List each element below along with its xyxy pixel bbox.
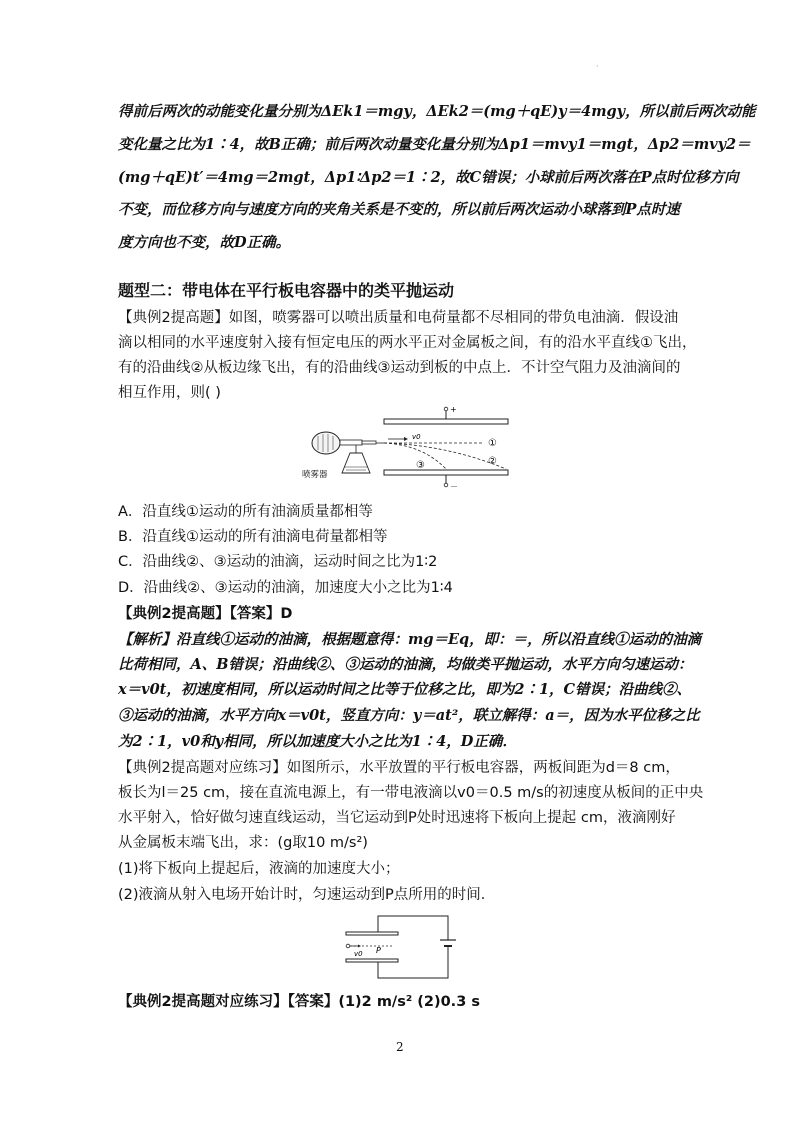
option-c: C．沿曲线②、③运动的油滴，运动时间之比为1∶2 [118,554,438,570]
path-3-label: ③ [416,460,425,471]
minus-label: － [450,482,458,491]
path-3 [384,443,446,469]
lower-plate [346,959,398,962]
option-d: D．沿曲线②、③运动的油滴，加速度大小之比为1∶4 [118,580,453,596]
analysis-line: x＝v0t，初速度相同，所以运动时间之比等于位移之比，即为2∶1，C错误；沿曲线②、 [118,681,692,698]
question-line: 有的沿曲线②从板边缘飞出，有的沿曲线③运动到板的中点上．不计空气阻力及油滴间的 [118,360,681,376]
sprayer-bulb-icon [312,432,340,454]
analysis-line: 为2∶1，v0和y相同，所以加速度大小之比为1∶4，D正确． [118,733,517,750]
question-line: 滴以相同的水平速度射入接有恒定电压的两水平正对金属板之间，有的沿水平直线①飞出， [118,335,697,351]
scan-mark: · [596,62,599,71]
capacitor-circuit-figure [336,910,466,988]
p-label: P [376,946,381,955]
terminal-icon [444,407,448,411]
practice-line: (1)将下板向上提起后，液滴的加速度大小； [118,861,400,877]
option-a: A．沿直线①运动的所有油滴质量都相等 [118,504,373,520]
solution-line: 不变，而位移方向与速度方向的夹角关系是不变的，所以前后两次运动小球落到P点时速 [118,201,680,218]
bottom-plate [384,470,508,475]
option-b: B．沿直线①运动的所有油滴电荷量都相等 [118,529,388,545]
solution-line: 得前后两次的动能变化量分别为ΔEk1＝mgy，ΔEk2＝(mg＋qE)y＝4mgy，所以前后两次动能 [118,103,756,120]
v0-label: v0 [354,950,363,958]
practice-line: 【典例2提高题对应练习】如图所示，水平放置的平行板电容器，两板间距为d＝8 cm， [118,760,680,776]
practice-line: 从金属板末端飞出，求：(g取10 m/s²) [118,835,368,851]
plus-label: + [450,405,457,414]
page-number: 2 [396,1040,404,1054]
path-1-label: ① [488,438,497,449]
top-plate [384,419,508,424]
analysis-line: 【解析】沿直线①运动的油滴，根据题意得：mg＝Eq，即：＝，所以沿直线①运动的油滴 [118,631,702,648]
upper-plate [346,932,398,935]
sprayer-label: 喷雾器 [302,470,328,480]
question-line: 相互作用，则( ) [118,385,221,401]
path-2-label: ② [488,456,497,467]
example-answer: 【典例2提高题】【答案】D [118,606,293,622]
terminal-icon [444,483,448,487]
practice-answer: 【典例2提高题对应练习】【答案】(1)2 m/s² (2)0.3 s [118,994,480,1010]
practice-line: (2)液滴从射入电场开始计时，匀速运动到P点所用的时间． [118,887,496,903]
solution-line: (mg＋qE)t′＝4mg＝2mgt，Δp1∶Δp2＝1∶2，故C错误；小球前后两次落在P点时位移方向 [118,169,739,186]
practice-line: 水平射入，恰好做匀速直线运动，当它运动到P处时迅速将下板向上提起 cm，液滴刚好 [118,810,676,826]
v0-label: v0 [412,433,421,441]
practice-line: 板长为l＝25 cm，接在直流电源上，有一带电液滴以v0＝0.5 m/s的初速度从板间的正中央 [118,785,704,801]
solution-line: 度方向也不变，故D正确。 [118,234,291,251]
question-line: 【典例2提高题】如图，喷雾器可以喷出质量和电荷量都不尽相同的带负电油滴．假设油 [118,310,679,326]
sprayer-capacitor-figure [298,403,518,495]
solution-line: 变化量之比为1∶4，故B正确；前后两次动量变化量分别为Δp1＝mvy1＝mgt，Δp2＝mvy2＝ [118,136,751,153]
droplet-icon [346,944,350,948]
analysis-line: 比荷相同，A、B错误；沿曲线②、③运动的油滴，均做类平抛运动，水平方向匀速运动： [118,656,693,673]
analysis-line: ③运动的油滴，水平方向x＝v0t，竖直方向：y＝at²，联立解得：a＝，因为水平位移之比 [118,707,700,724]
section-heading: 题型二：带电体在平行板电容器中的类平抛运动 [118,281,455,300]
